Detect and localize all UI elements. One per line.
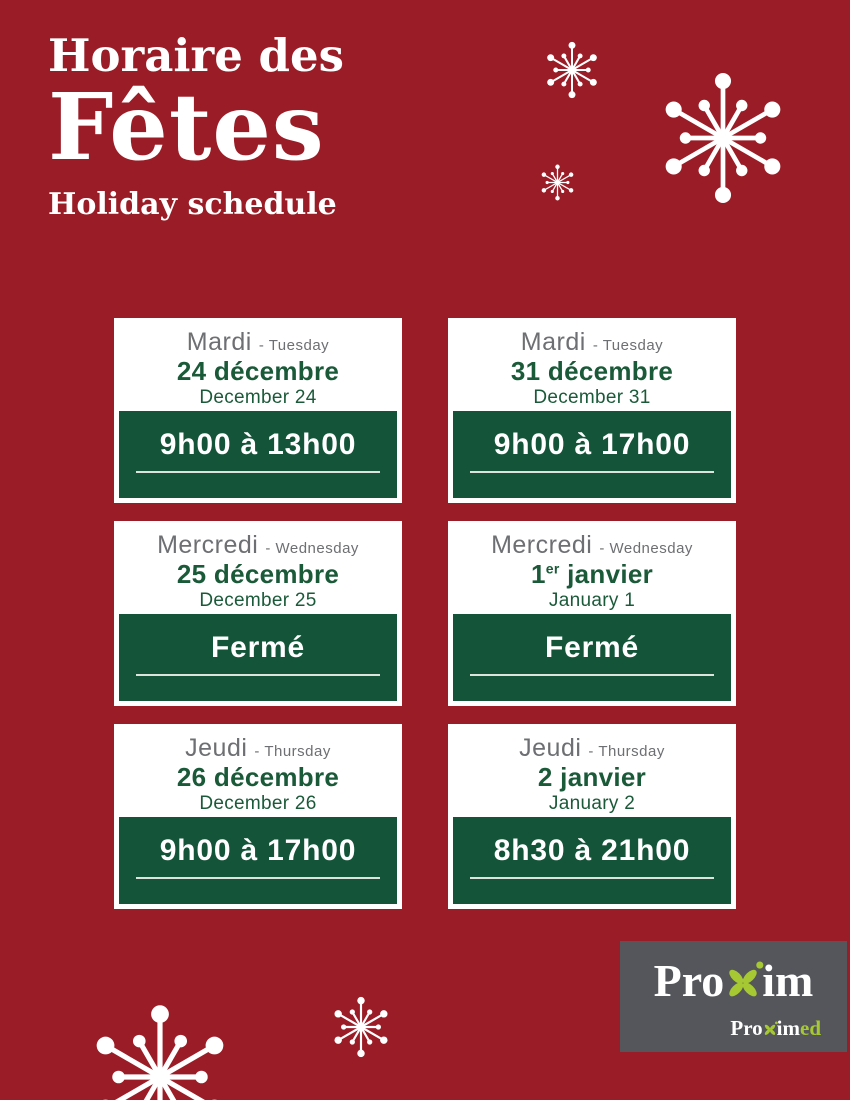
day-name-english: - Wednesday bbox=[599, 540, 693, 557]
proxim-x-leaf-icon bbox=[722, 960, 764, 1002]
date-english: December 26 bbox=[199, 793, 317, 814]
poster-title bbox=[48, 30, 344, 221]
date-french-main: 25 décembre bbox=[176, 559, 340, 589]
hours-band bbox=[453, 411, 731, 498]
date-english: January 2 bbox=[548, 793, 636, 814]
hours-text: 8h30 à 21h00 bbox=[493, 834, 691, 867]
day-name-english: - Tuesday bbox=[592, 337, 664, 354]
day-name-english: - Tuesday bbox=[258, 337, 330, 354]
date-french bbox=[448, 358, 736, 385]
proxim-logo-pre: Pro bbox=[653, 955, 725, 1006]
snowflake-icon bbox=[656, 71, 790, 205]
day-name-english: - Wednesday bbox=[265, 540, 359, 557]
hours-underline bbox=[470, 674, 715, 676]
proximed-logo-suffix: ed bbox=[800, 1016, 821, 1040]
schedule-card-dec31 bbox=[448, 318, 736, 503]
proximed-logo-mid: im bbox=[776, 1016, 800, 1040]
title-subtitle-english: Holiday schedule bbox=[48, 186, 337, 222]
proxim-logo-box bbox=[620, 941, 847, 1052]
snowflake-icon bbox=[539, 164, 576, 201]
card-header bbox=[448, 318, 736, 411]
date-english: December 24 bbox=[199, 387, 317, 408]
proximed-logo-pre: Pro bbox=[730, 1016, 763, 1040]
card-header bbox=[448, 724, 736, 817]
date-english: January 1 bbox=[548, 590, 636, 611]
date-english: December 31 bbox=[533, 387, 651, 408]
date-french-main: 24 décembre bbox=[176, 356, 340, 386]
day-line bbox=[114, 532, 402, 559]
hours-underline bbox=[470, 471, 715, 473]
snowflake-icon bbox=[330, 996, 392, 1058]
date-french-rest: janvier bbox=[559, 559, 654, 589]
card-header bbox=[114, 521, 402, 614]
proxim-logo-post: im bbox=[762, 955, 814, 1006]
day-name-french: Jeudi bbox=[519, 734, 582, 762]
day-line bbox=[114, 735, 402, 762]
hours-band bbox=[453, 614, 731, 701]
day-line bbox=[448, 735, 736, 762]
day-name-french: Jeudi bbox=[185, 734, 248, 762]
day-name-french: Mardi bbox=[520, 328, 586, 356]
hours-text: Fermé bbox=[210, 631, 306, 664]
day-line bbox=[448, 329, 736, 356]
date-french bbox=[114, 358, 402, 385]
date-french bbox=[114, 764, 402, 791]
hours-underline bbox=[136, 471, 381, 473]
hours-band bbox=[119, 614, 397, 701]
schedule-card-jan1 bbox=[448, 521, 736, 706]
title-line2-french: Fêtes bbox=[48, 72, 325, 181]
day-name-english: - Thursday bbox=[254, 743, 331, 760]
hours-band bbox=[453, 817, 731, 904]
hours-underline bbox=[470, 877, 715, 879]
date-french-main: 31 décembre bbox=[510, 356, 674, 386]
day-line bbox=[114, 329, 402, 356]
hours-text: 9h00 à 17h00 bbox=[493, 428, 691, 461]
hours-text: Fermé bbox=[544, 631, 640, 664]
schedule-card-jan2 bbox=[448, 724, 736, 909]
hours-band bbox=[119, 817, 397, 904]
snowflake-icon bbox=[86, 1003, 234, 1100]
date-french bbox=[114, 561, 402, 588]
schedule-card-dec26 bbox=[114, 724, 402, 909]
hours-underline bbox=[136, 674, 381, 676]
card-header bbox=[114, 724, 402, 817]
title-line1-french: Horaire des bbox=[48, 29, 344, 82]
schedule-card-dec24 bbox=[114, 318, 402, 503]
date-french bbox=[448, 561, 736, 588]
card-header bbox=[448, 521, 736, 614]
date-french-sup: er bbox=[545, 560, 560, 577]
schedule-cards-grid bbox=[114, 318, 736, 909]
day-line bbox=[448, 532, 736, 559]
date-french-main: 1 bbox=[530, 559, 546, 589]
hours-band bbox=[119, 411, 397, 498]
proximed-logo bbox=[730, 1018, 821, 1039]
hours-text: 9h00 à 13h00 bbox=[159, 428, 357, 461]
proxim-x-leaf-icon bbox=[762, 1021, 778, 1037]
day-name-english: - Thursday bbox=[588, 743, 665, 760]
snowflake-icon bbox=[543, 41, 601, 99]
day-name-french: Mercredi bbox=[157, 531, 259, 559]
date-french-main: 26 décembre bbox=[176, 762, 340, 792]
date-english: December 25 bbox=[199, 590, 317, 611]
schedule-card-dec25 bbox=[114, 521, 402, 706]
date-french bbox=[448, 764, 736, 791]
day-name-french: Mercredi bbox=[491, 531, 593, 559]
card-header bbox=[114, 318, 402, 411]
proxim-logo bbox=[620, 954, 847, 1004]
hours-underline bbox=[136, 877, 381, 879]
day-name-french: Mardi bbox=[186, 328, 252, 356]
hours-text: 9h00 à 17h00 bbox=[159, 834, 357, 867]
date-french-main: 2 janvier bbox=[537, 762, 647, 792]
